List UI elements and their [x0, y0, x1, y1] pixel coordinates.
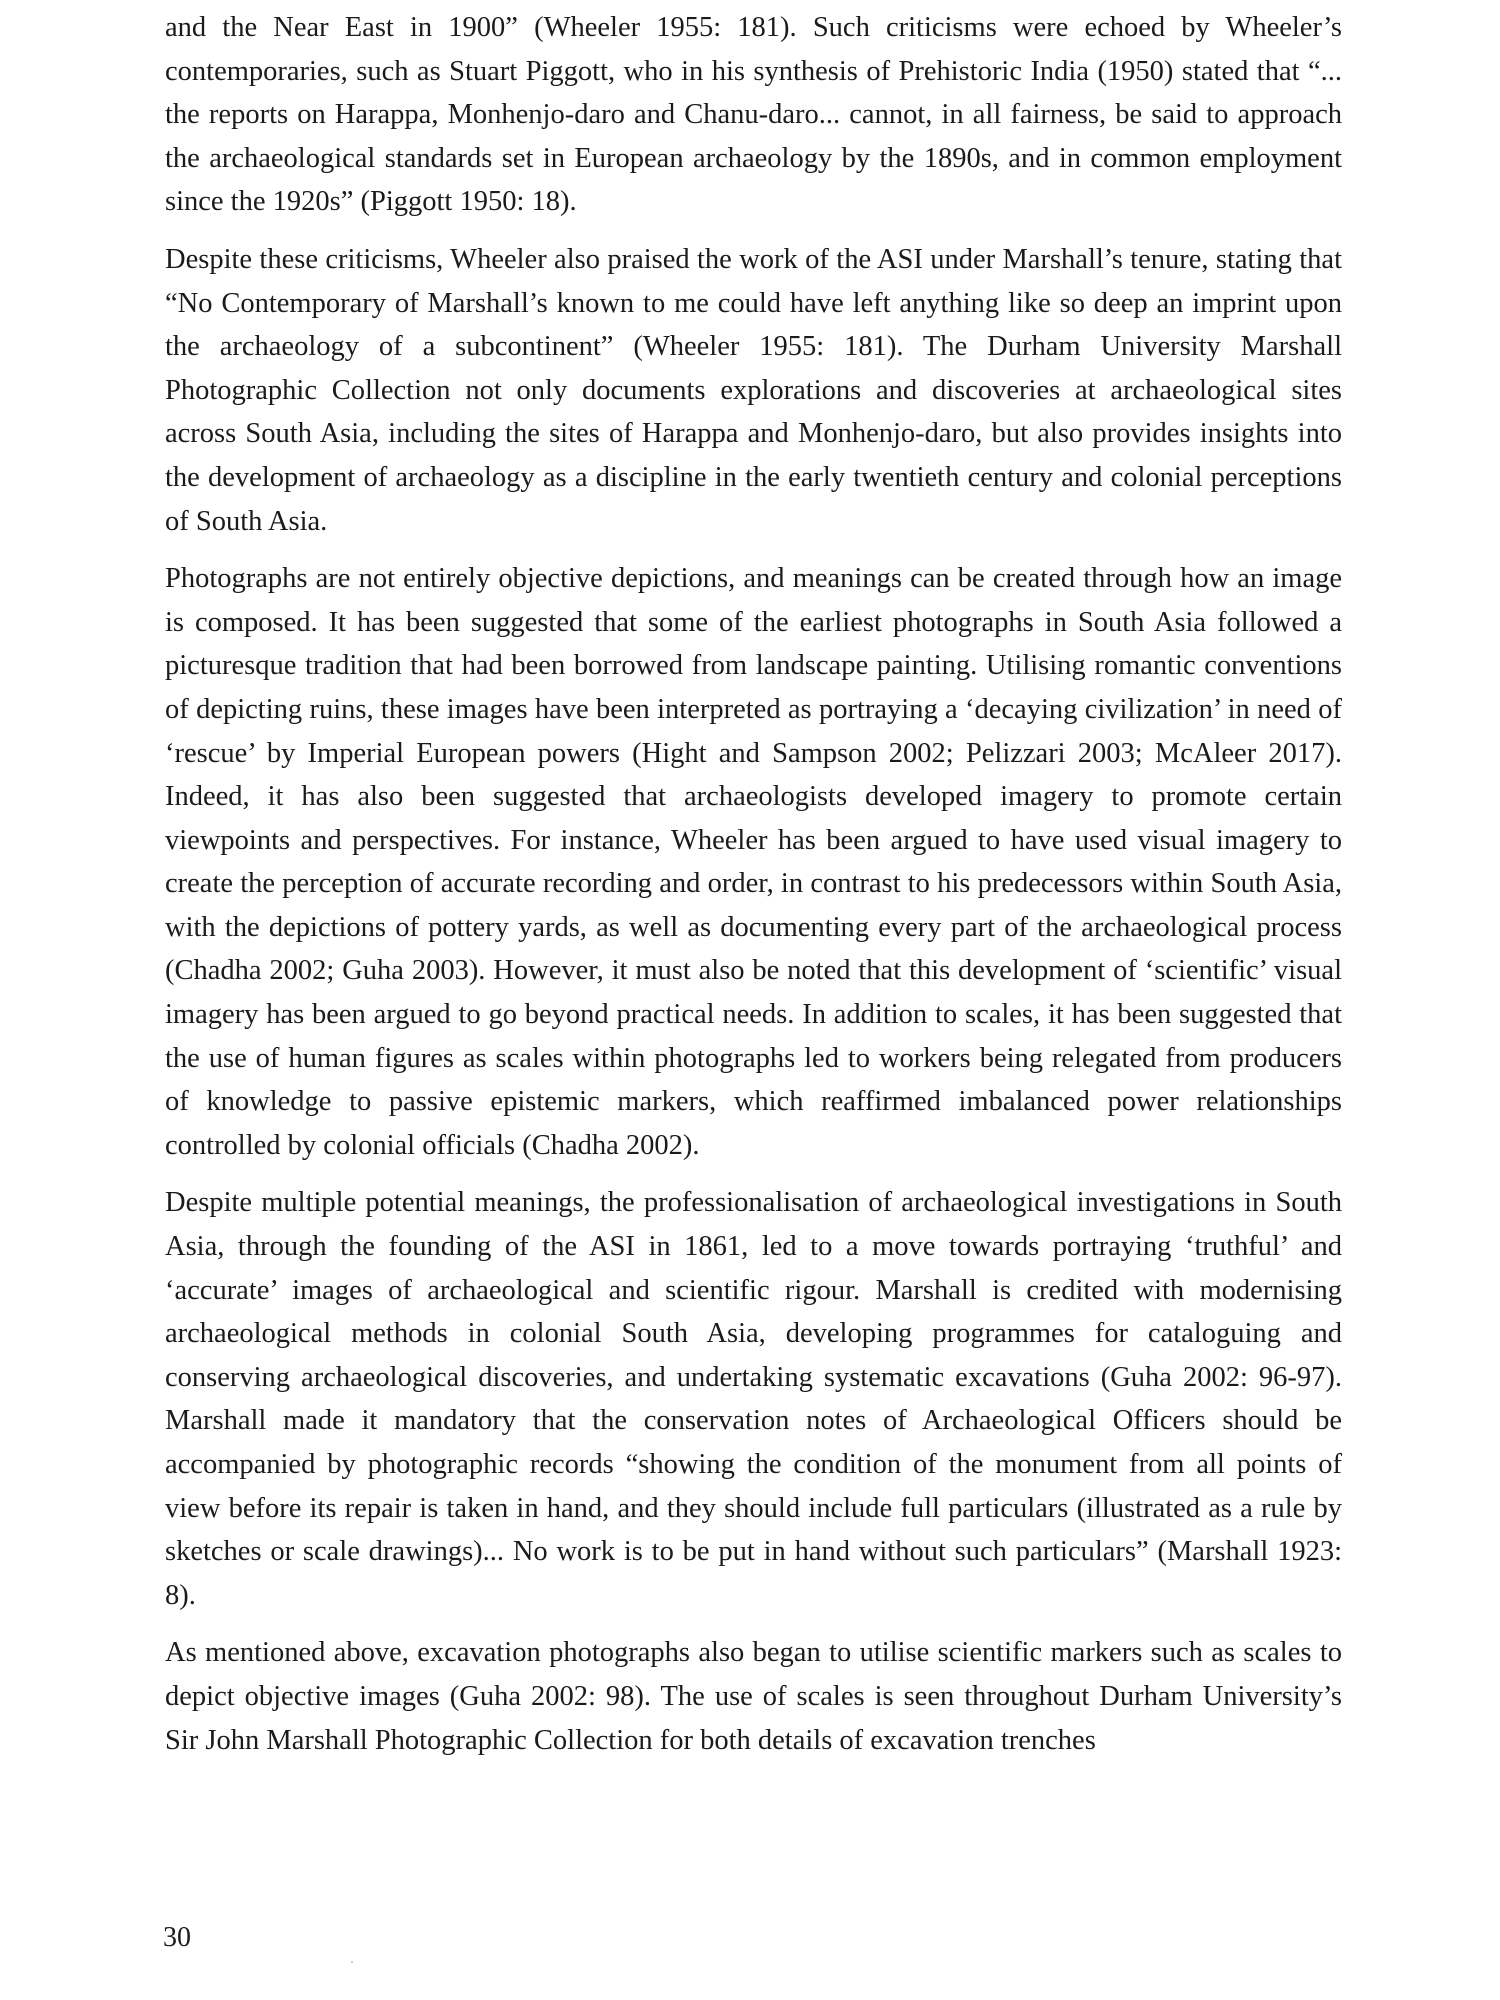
scan-speck — [351, 1961, 353, 1963]
document-body — [165, 6, 1342, 1776]
page-number: 30 — [163, 1922, 191, 1953]
paragraph-wheeler-criticism: and the Near East in 1900” (Wheeler 1955: 181). Such criticisms were echoed by Wheeler’s contemporaries, such as Stuart Piggott, who in his synthesis of Prehistoric India (1950) stated that “... the reports on Harappa, Monhenjo-daro and Chanu-daro... cannot, in all fairness, be said to approach the archaeological standards set in European archaeology by the 1890s, and in common employment since the 1920s” (Piggott 1950: 18). — [165, 12, 1342, 218]
paragraph-professionalisation: Despite multiple potential meanings, the professionalisation of archaeological investigations in South Asia, through the founding of the ASI in 1861, led to a move towards portraying ‘truthful’ and ‘accurate’ images of archaeological and scientific rigour. Marshall is credited with modernising archaeological methods in colonial South Asia, developing programmes for cataloguing and conserving archaeological discoveries, and undertaking systematic excavations (Guha 2002: 96-97). Marshall made it mandatory that the conservation notes of Archaeological Officers should be accompanied by photographic records “showing the condition of the monument from all points of view before its repair is taken in hand, and they should include full particulars (illustrated as a rule by sketches or scale drawings)... No work is to be put in hand without such particulars” (Marshall 1923: 8). — [165, 1187, 1342, 1611]
paragraph-photographs-objectivity: Photographs are not entirely objective depictions, and meanings can be created through how an image is composed. It has been suggested that some of the earliest photographs in South Asia followed a picturesque tradition that had been borrowed from landscape painting. Utilising romantic conventions of depicting ruins, these images have been interpreted as portraying a ‘decaying civilization’ in need of ‘rescue’ by Imperial European powers (Hight and Sampson 2002; Pelizzari 2003; McAleer 2017). Indeed, it has also been suggested that archaeologists developed imagery to promote certain viewpoints and perspectives. For instance, Wheeler has been argued to have used visual imagery to create the perception of accurate recording and order, in contrast to his predecessors within South Asia, with the depictions of pottery yards, as well as documenting every part of the archaeological process (Chadha 2002; Guha 2003). However, it must also be noted that this development of ‘scientific’ visual imagery has been argued to go beyond practical needs. In addition to scales, it has been suggested that the use of human figures as scales within photographs led to workers being relegated from producers of knowledge to passive epistemic markers, which reaffirmed imbalanced power relationships controlled by colonial officials (Chadha 2002). — [165, 563, 1342, 1161]
paragraph-wheeler-praise: Despite these criticisms, Wheeler also praised the work of the ASI under Marshall’s tenure, stating that “No Contemporary of Marshall’s known to me could have left anything like so deep an imprint upon the archaeology of a subcontinent” (Wheeler 1955: 181). The Durham University Marshall Photographic Collection not only documents explorations and discoveries at archaeological sites across South Asia, including the sites of Harappa and Monhenjo-daro, but also provides insights into the development of archaeology as a discipline in the early twentieth century and colonial perceptions of South Asia. — [165, 243, 1342, 537]
paragraph-scientific-markers: As mentioned above, excavation photographs also began to utilise scientific markers such as scales to depict objective images (Guha 2002: 98). The use of scales is seen throughout Durham University’s Sir John Marshall Photographic Collection for both details of excavation trenches — [165, 1637, 1342, 1756]
